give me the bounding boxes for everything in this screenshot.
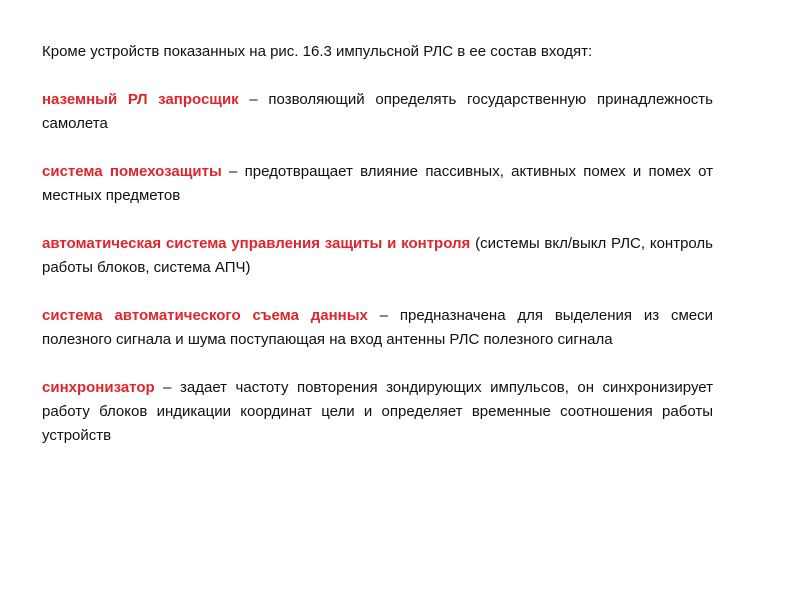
list-item-data-acquisition: [42, 304, 713, 352]
item-term: наземный РЛ запросщик: [42, 91, 239, 108]
item-term: система автоматического съема данных: [42, 307, 368, 324]
item-description: – предотвращает влияние пассивных, активных помех и помех от местных предметов: [42, 163, 714, 204]
item-description: (системы вкл/выкл РЛС, контроль работы блоков, система АПЧ): [42, 235, 713, 276]
item-description: – задает частоту повторения зондирующих импульсов, он синхронизирует работу блоков индикации координат цели и определяет временные соотношения работы устройств: [42, 379, 713, 444]
intro-line: Кроме устройств показанных на рис. 16.3 импульсной РЛС в ее состав входят:: [42, 43, 593, 60]
item-description: – позволяющий определять государственную принадлежность самолета: [42, 91, 713, 132]
list-item-jamming-protection: [42, 160, 713, 208]
list-item-ground-interrogator: [42, 88, 713, 136]
item-description: – предназначена для выделения из смеси полезного сигнала и шума поступающая на вход антенны РЛС полезного сигнала: [42, 307, 713, 348]
item-term: система помехозащиты: [42, 163, 222, 180]
list-item-auto-control-system: [42, 232, 713, 280]
item-term: синхронизатор: [42, 379, 155, 396]
item-term: автоматическая система управления защиты и контроля: [42, 235, 471, 252]
slide-content: [42, 40, 713, 472]
list-item-synchronizer: [42, 376, 713, 448]
